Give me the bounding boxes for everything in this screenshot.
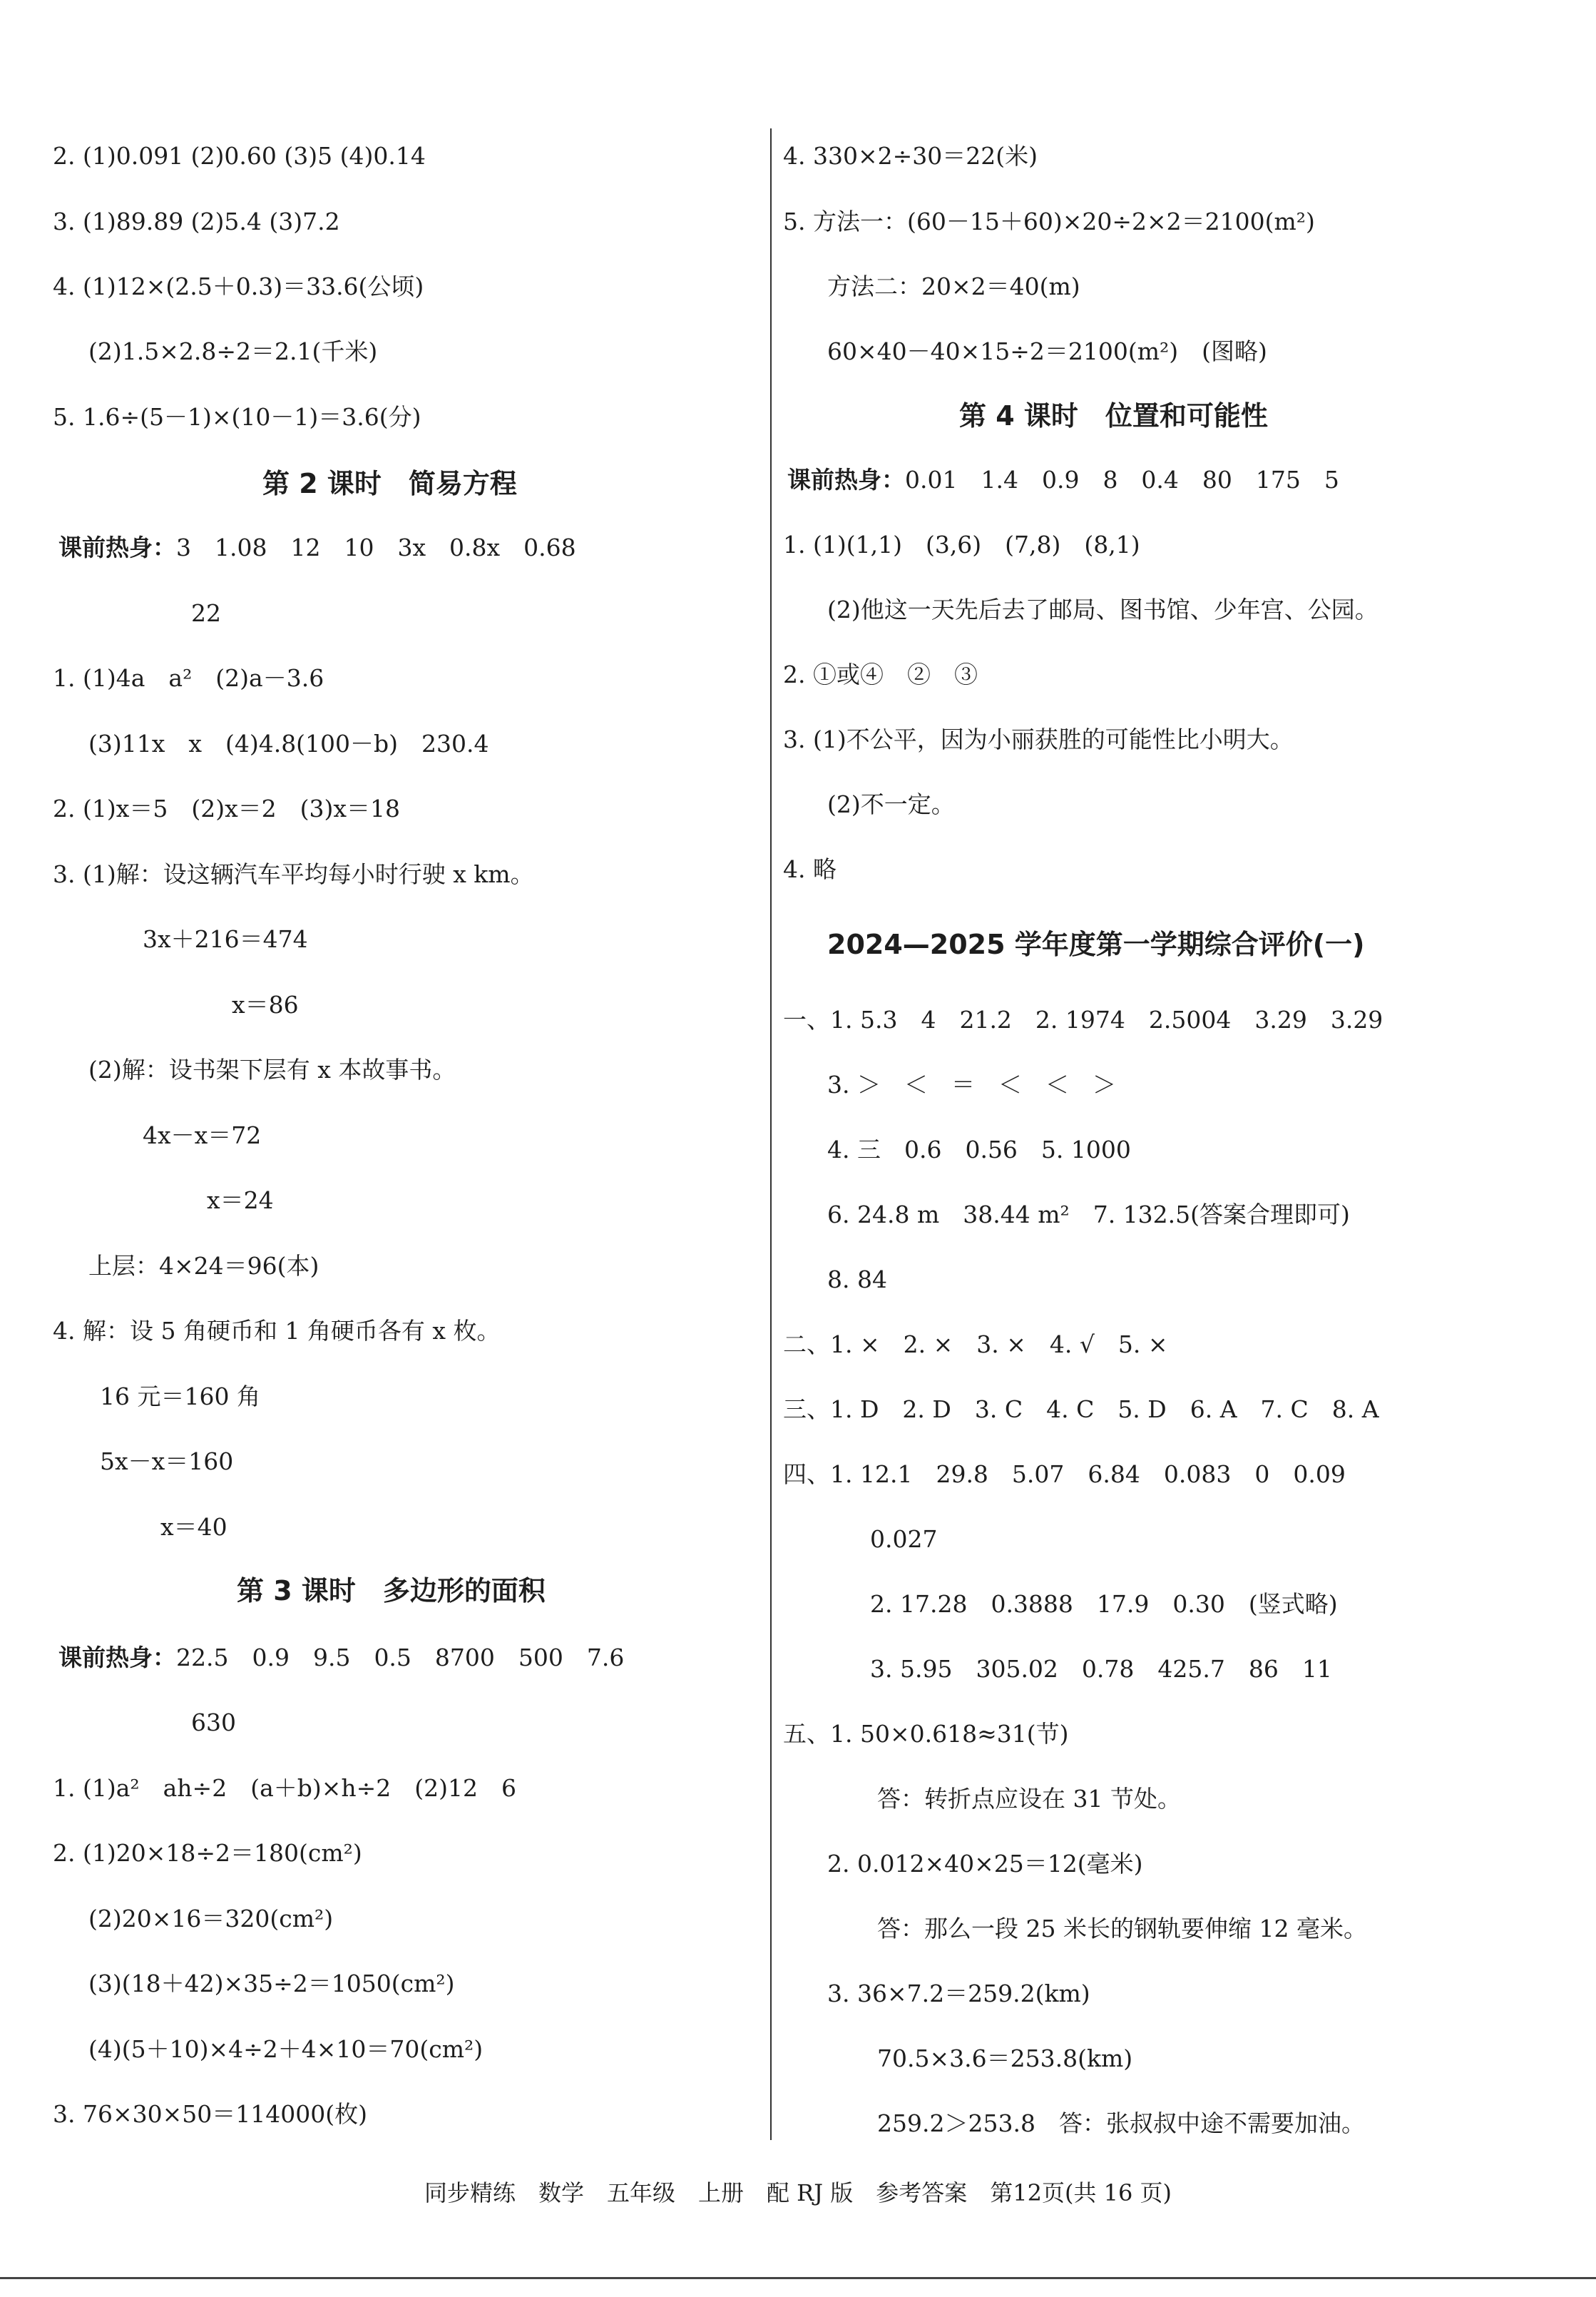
answer-line: 方法二：20×2＝40(m)	[827, 273, 1080, 300]
bottom-rule	[0, 2277, 1596, 2279]
answer-line: 60×40－40×15÷2＝2100(m²) (图略)	[827, 337, 1267, 365]
answer-line: (4)(5＋10)×4÷2＋4×10＝70(cm²)	[88, 2035, 484, 2063]
answer-line: 2. 0.012×40×25＝12(毫米)	[827, 1850, 1143, 1878]
equation-line: 5x－x＝160	[100, 1447, 234, 1475]
warmup-label: 课前热身：	[58, 534, 176, 561]
warmup-line	[58, 532, 576, 564]
answer-line: 4. (1)12×(2.5＋0.3)＝33.6(公顷)	[53, 273, 424, 300]
answer-line: 3. 5.95 305.02 0.78 425.7 86 11	[870, 1655, 1332, 1683]
answer-line: 4. 三 0.6 0.56 5. 1000	[827, 1136, 1131, 1163]
answer-line: (2)不一定。	[827, 790, 955, 818]
equation-line: x＝86	[232, 991, 299, 1019]
answer-line: 四、1. 12.1 29.8 5.07 6.84 0.083 0 0.09	[783, 1460, 1346, 1488]
warmup-line	[58, 1642, 624, 1674]
answer-line: 3. (1)不公平，因为小丽获胜的可能性比小明大。	[783, 725, 1294, 753]
section-heading: 第 4 课时 位置和可能性	[959, 400, 1268, 432]
answer-line: 上层：4×24＝96(本)	[88, 1252, 319, 1280]
warmup-line	[787, 464, 1339, 496]
answer-line: 5. 1.6÷(5－1)×(10－1)＝3.6(分)	[53, 403, 421, 431]
answer-line: 2. 17.28 0.3888 17.9 0.30 (竖式略)	[870, 1590, 1338, 1618]
equation-line: x＝40	[160, 1513, 227, 1541]
answer-line: 2. (1)0.091 (2)0.60 (3)5 (4)0.14	[53, 142, 426, 170]
answer-line: (2)1.5×2.8÷2＝2.1(千米)	[88, 337, 378, 365]
equation-line: 3x＋216＝474	[143, 925, 308, 953]
answer-line: 4. 解：设 5 角硬币和 1 角硬币各有 x 枚。	[53, 1317, 501, 1345]
answer-line: 3. 36×7.2＝259.2(km)	[827, 1980, 1090, 2007]
answer-line: 2. (1)x＝5 (2)x＝2 (3)x＝18	[53, 795, 401, 822]
column-divider	[770, 128, 772, 2140]
answer-line: 259.2＞253.8 答：张叔叔中途不需要加油。	[877, 2109, 1365, 2137]
answer-line: 3. ＞ ＜ ＝ ＜ ＜ ＞	[827, 1071, 1116, 1099]
answer-line: 三、1. D 2. D 3. C 4. C 5. D 6. A 7. C 8. A	[783, 1395, 1379, 1423]
answer-line: 2. (1)20×18÷2＝180(cm²)	[53, 1839, 362, 1867]
answer-line: 3. (1)解：设这辆汽车平均每小时行驶 x km。	[53, 860, 534, 888]
section-heading: 第 3 课时 多边形的面积	[237, 1575, 546, 1606]
answer-line: 二、1. × 2. × 3. × 4. √ 5. ×	[783, 1330, 1168, 1358]
warmup-label: 课前热身：	[58, 1644, 176, 1671]
warmup-label: 课前热身：	[787, 466, 905, 494]
answer-line: 6. 24.8 m 38.44 m² 7. 132.5(答案合理即可)	[827, 1201, 1350, 1228]
page-footer: 同步精练 数学 五年级 上册 配 RJ 版 参考答案 第12页(共 16 页)	[424, 2179, 1172, 2206]
answer-line: 1. (1)a² ah÷2 (a＋b)×h÷2 (2)12 6	[53, 1774, 517, 1802]
section-heading: 第 2 课时 简易方程	[262, 468, 517, 499]
answer-line: 70.5×3.6＝253.8(km)	[877, 2044, 1133, 2072]
answer-line: 8. 84	[827, 1265, 887, 1293]
warmup-values: 22.5 0.9 9.5 0.5 8700 500 7.6	[176, 1644, 625, 1671]
answer-line: (2)解：设书架下层有 x 本故事书。	[88, 1056, 456, 1084]
answer-line: 4. 330×2÷30＝22(米)	[783, 142, 1038, 170]
warmup-continuation: 630	[191, 1708, 236, 1736]
answer-line: (2)20×16＝320(cm²)	[88, 1905, 334, 1932]
answer-line: 5. 方法一：(60－15＋60)×20÷2×2＝2100(m²)	[783, 208, 1315, 235]
answer-line: 答：转折点应设在 31 节处。	[877, 1785, 1181, 1813]
answer-line: 2. ①或④ ② ③	[783, 661, 978, 688]
answer-line: 一、1. 5.3 4 21.2 2. 1974 2.5004 3.29 3.29	[783, 1006, 1383, 1034]
answer-line: (2)他这一天先后去了邮局、图书馆、少年宫、公园。	[827, 596, 1378, 623]
warmup-continuation: 22	[191, 599, 221, 627]
answer-line: 0.027	[870, 1525, 938, 1553]
answer-line: (3)11x x (4)4.8(100－b) 230.4	[88, 730, 489, 758]
warmup-values: 0.01 1.4 0.9 8 0.4 80 175 5	[905, 466, 1339, 494]
equation-line: x＝24	[207, 1186, 274, 1214]
answer-line: 4. 略	[783, 855, 837, 883]
answer-line: 3. (1)89.89 (2)5.4 (3)7.2	[53, 208, 340, 235]
answer-line: 五、1. 50×0.618≈31(节)	[783, 1720, 1069, 1748]
answer-line: 1. (1)(1,1) (3,6) (7,8) (8,1)	[783, 531, 1140, 559]
answer-line: (3)(18＋42)×35÷2＝1050(cm²)	[88, 1970, 455, 1997]
answer-line: 答：那么一段 25 米长的钢轨要伸缩 12 毫米。	[877, 1915, 1367, 1942]
answer-line: 3. 76×30×50＝114000(枚)	[53, 2100, 367, 2128]
warmup-values: 3 1.08 12 10 3x 0.8x 0.68	[176, 534, 576, 561]
answer-line: 1. (1)4a a² (2)a－3.6	[53, 664, 324, 692]
equation-line: 4x－x＝72	[143, 1121, 262, 1149]
equation-line: 16 元＝160 角	[100, 1382, 260, 1410]
section-heading: 2024—2025 学年度第一学期综合评价(一)	[827, 929, 1365, 960]
